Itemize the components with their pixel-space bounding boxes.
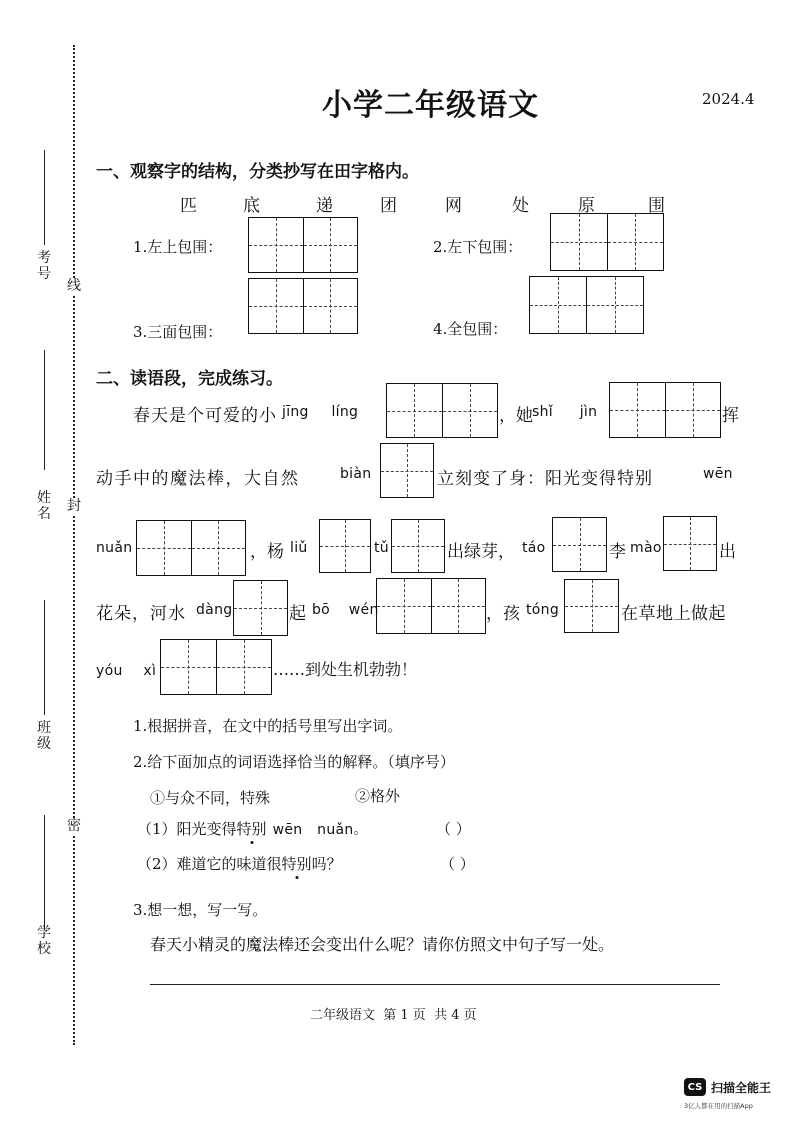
pinyin-liu: liǔ [290,540,308,556]
pinyin-mao: mào [630,540,662,556]
kaohao-line [44,150,45,245]
sub2-dotted-word: 特别 [281,855,312,873]
passage-line3-end: 出 [719,542,736,562]
answer-line[interactable] [150,984,720,985]
option-2: ②格外 [355,787,401,805]
passage-line3-lv: 出绿芽， [447,542,515,562]
sub-question-2 [137,853,342,874]
item-quan: 4.全包围： [433,320,508,338]
passage-line2-text: 动手中的魔法棒，大自然 [96,469,300,489]
mark-feng: 封 [67,498,81,514]
label-class: 班级 [37,720,51,752]
sub2-prefix: （2）难道它的味道很 [137,855,282,873]
pinyin-tu: tǔ [374,540,389,556]
pinyin-bowen: bō wén [312,602,379,618]
passage-line1-text: 春天是个可爱的小 [133,406,277,426]
exam-date: 2024.4 [702,90,755,108]
item-sanmian: 3.三面包围： [133,323,223,341]
item-zuoxia: 2.左下包围： [433,238,523,256]
item-zuoshang: 1.左上包围： [133,238,223,256]
tianzige-zuoshang[interactable] [248,217,358,273]
sub2-suffix: 吗？ [311,855,342,873]
box-dang[interactable] [233,580,288,636]
char-8: 围 [648,196,665,216]
page-title: 小学二年级语文 [322,88,539,123]
pinyin-youxi: yóu xì [96,663,157,679]
passage-line1-ta: ，她 [499,406,533,426]
page-footer: 二年级语文 第 1 页 共 4 页 [310,1008,477,1023]
section1-heading: 一、观察字的结构，分类抄写在田字格内。 [96,162,419,182]
box-youxi[interactable] [160,639,272,695]
passage-line2-end: 立刻变了身：阳光变得特别 [437,469,653,489]
box-liu[interactable] [319,519,371,573]
char-5: 网 [445,196,462,216]
passage-line4-hai: ，孩 [486,604,520,624]
question-2: 2.给下面加点的词语选择恰当的解释。（填序号） [133,753,455,771]
passage-line3-li: 李 [609,542,626,562]
question-3-prompt: 春天小精灵的魔法棒还会变出什么呢？请你仿照文中句子写一处。 [150,935,615,954]
scanner-watermark [684,1078,771,1096]
name-line [44,350,45,470]
section2-heading: 二、读语段，完成练习。 [96,369,283,389]
box-shijin[interactable] [609,382,721,438]
box-bowen[interactable] [376,578,486,634]
question-3: 3.想一想，写一写。 [133,901,268,919]
pinyin-tao: táo [522,540,546,556]
answer-paren-1[interactable]: （ ） [436,820,471,838]
sub1-dotted-word: 特别 [236,820,267,838]
pinyin-bian: biàn [340,466,372,482]
mark-mi: 密 [67,818,81,834]
label-school: 学校 [37,925,51,957]
mark-xian: 线 [67,278,81,294]
sub1-prefix: （1）阳光变得 [137,820,237,838]
school-line [44,815,45,930]
passage-line4-qi: 起 [289,604,306,624]
char-7: 原 [578,196,595,216]
pinyin-tong: tóng [526,602,560,618]
char-1: 匹 [180,196,197,216]
label-kaohao: 考号 [37,250,51,282]
passage-line1-end: 挥 [722,406,739,426]
box-tong[interactable] [564,579,619,633]
option-1: ①与众不同，特殊 [150,789,271,807]
box-nuan[interactable] [136,520,246,576]
pinyin-dang: dàng [196,602,233,618]
sub-question-1 [137,818,368,839]
answer-paren-2[interactable]: （ ） [440,855,475,873]
tianzige-zuoxia[interactable] [550,213,664,271]
question-1: 1.根据拼音，在文中的括号里写出字词。 [133,717,403,735]
passage-line5-end: ……到处生机勃勃！ [273,660,418,679]
box-tao[interactable] [552,517,607,572]
cs-logo-icon: CS [684,1078,706,1096]
watermark-brand: 扫描全能王 [711,1080,772,1095]
class-line [44,600,45,715]
sub1-pinyin: wēn nuǎn。 [272,822,368,838]
watermark-sub: 3亿人都在用的扫描App [684,1102,753,1110]
label-name: 姓名 [37,490,51,522]
pinyin-shijin: shǐ jìn [532,404,598,420]
passage-line3-yang: ，杨 [250,542,284,562]
char-3: 递 [316,196,333,216]
box-mao[interactable] [663,516,717,571]
char-6: 处 [512,196,529,216]
pinyin-wen: wēn [703,466,733,482]
box-bian[interactable] [380,443,434,498]
box-jingling[interactable] [386,383,498,438]
tianzige-sanmian[interactable] [248,278,358,334]
binding-dotted-line [73,45,75,1045]
passage-line4-text: 花朵，河水 [96,604,186,624]
tianzige-quan[interactable] [529,276,644,334]
pinyin-jingling: jīng líng [282,404,359,420]
pinyin-nuan: nuǎn [96,540,133,556]
char-4: 团 [380,196,397,216]
passage-line4-end: 在草地上做起 [621,604,726,624]
char-2: 底 [243,196,260,216]
box-tu[interactable] [391,519,445,573]
